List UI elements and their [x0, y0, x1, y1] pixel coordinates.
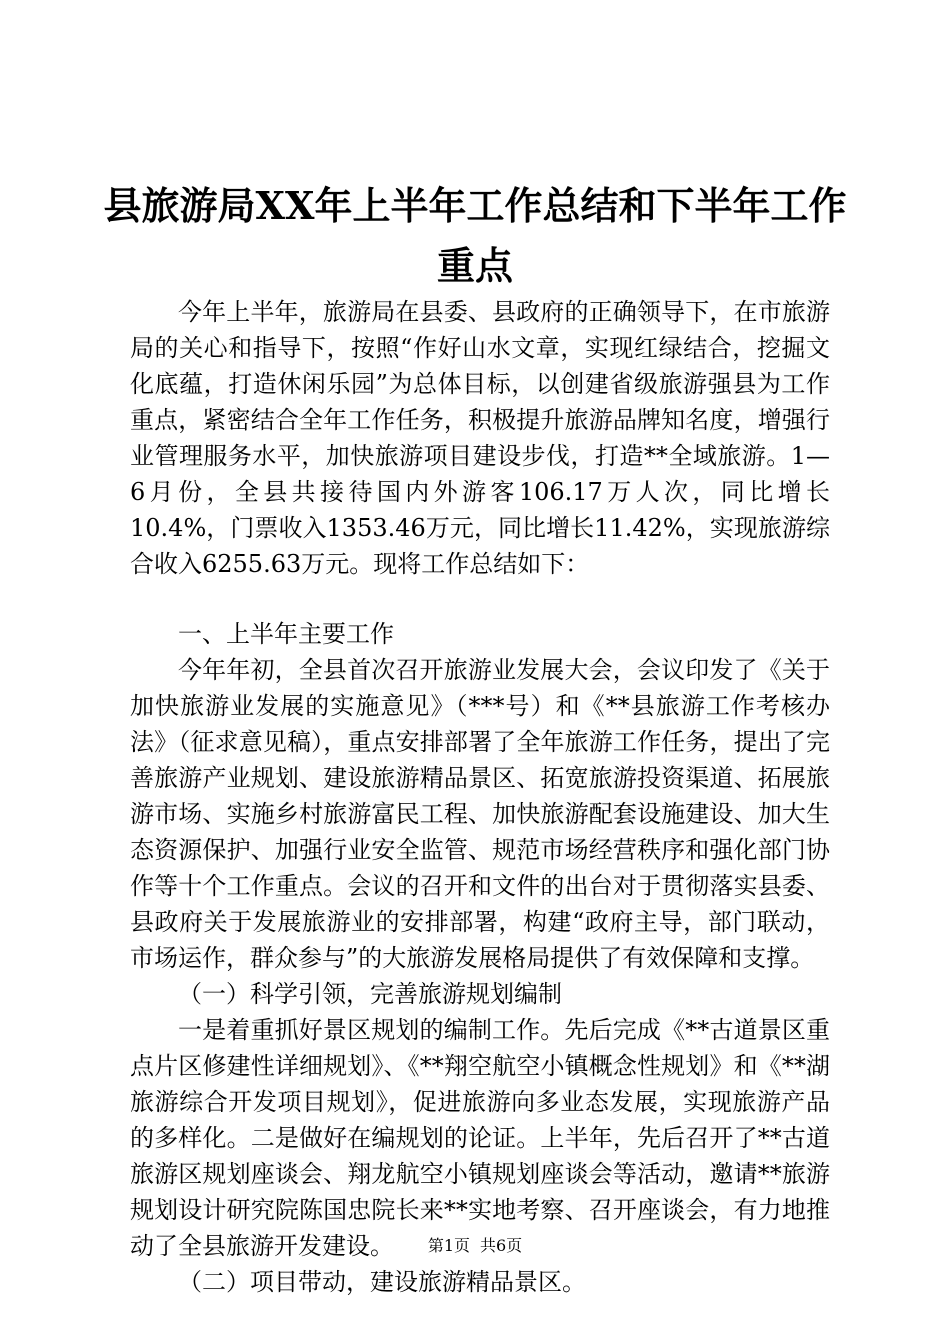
page-number: 第1页 — [427, 1236, 470, 1255]
intro-paragraph: 今年上半年，旅游局在县委、县政府的正确领导下，在市旅游局的关心和指导下，按照“作好山水文章，实现红绿结合，挖掘文化底蕴，打造休闲乐园”为总体目标，以创建省级旅游强县为工作重点，紧密结合全年工作任务，积极提升旅游品牌知名度，增强行业管理服务水平，加快旅游项目建设步伐，打造**全域旅游。1—6月份，全县共接待国内外游客106.17万人次，同比增长10.4%，门票收入1353.46万元，同比增长11.42%，实现旅游综合收入6255.63万元。现将工作总结如下： — [130, 298, 830, 578]
document-title-line-1: 县旅游局XX年上半年工作总结和下半年工作 — [103, 183, 847, 228]
document-body — [130, 294, 830, 1300]
page-total: 共6页 — [480, 1236, 523, 1255]
document-title-line-2: 重点 — [436, 243, 513, 288]
subsection-heading: （一）科学引领，完善旅游规划编制 — [178, 980, 562, 1008]
paragraph-gap — [130, 582, 830, 616]
subsection-heading: （二）项目带动，建设旅游精品景区。 — [178, 1268, 586, 1296]
page-footer — [0, 1236, 950, 1256]
body-paragraph: 今年年初，全县首次召开旅游业发展大会，会议印发了《关于加快旅游业发展的实施意见》（***号）和《**县旅游工作考核办法》（征求意见稿），重点安排部署了全年旅游工作任务，提出了完善旅游产业规划、建设旅游精品景区、拓宽旅游投资渠道、拓展旅游市场、实施乡村旅游富民工程、加快旅游配套设施建设、加大生态资源保护、加强行业安全监管、规范市场经营秩序和强化部门协作等十个工作重点。会议的召开和文件的出台对于贯彻落实县委、县政府关于发展旅游业的安排部署，构建“政府主导，部门联动，市场运作，群众参与”的大旅游发展格局提供了有效保障和支撑。 — [130, 656, 830, 972]
body-paragraph: 一是着重抓好景区规划的编制工作。先后完成《**古道景区重点片区修建性详细规划》、《**翔空航空小镇概念性规划》和《**湖旅游综合开发项目规划》，促进旅游向多业态发展，实现旅游产品的多样化。二是做好在编规划的论证。上半年，先后召开了**古道旅游区规划座谈会、翔龙航空小镇规划座谈会等活动，邀请**旅游规划设计研究院陈国忠院长来**实地考察、召开座谈会，有力地推动了全县旅游开发建设。 — [130, 1016, 830, 1260]
section-heading: 一、上半年主要工作 — [178, 620, 394, 648]
